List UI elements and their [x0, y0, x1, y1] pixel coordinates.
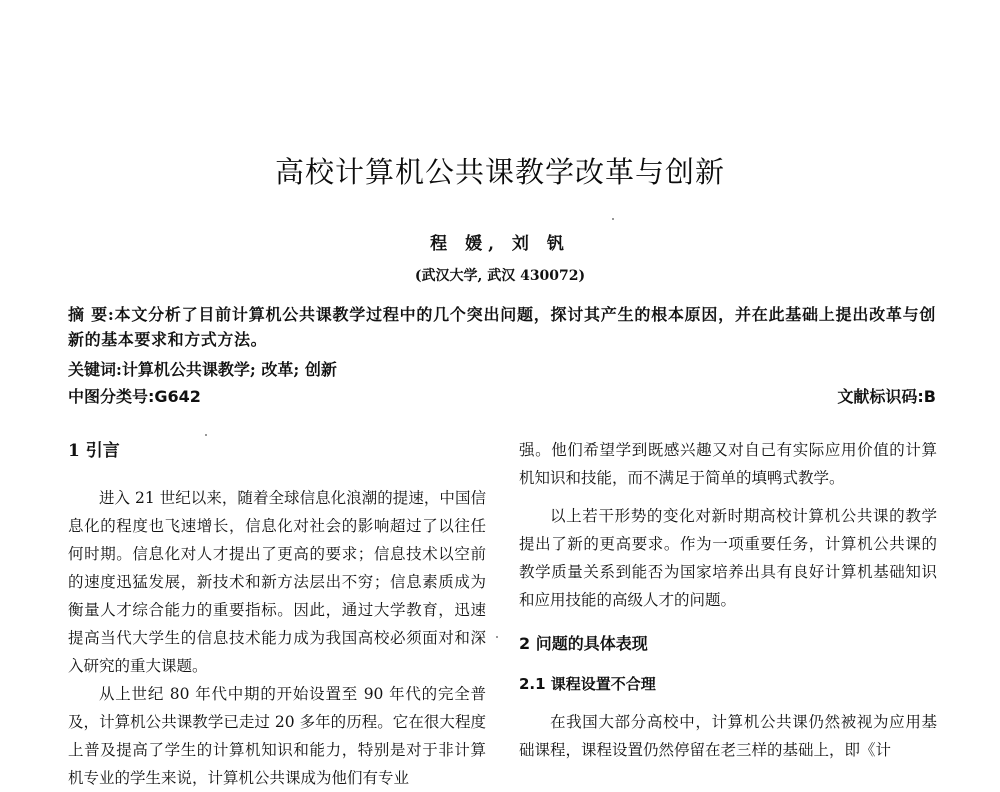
- document-code-value: B: [923, 387, 936, 406]
- paragraph: 强。他们希望学到既感兴趣又对自己有实际应用价值的计算机知识和技能，而不满足于简单的填鸭式教学。: [519, 441, 937, 487]
- paper-affiliation: (武汉大学, 武汉 430072): [414, 268, 586, 284]
- classification-label: 中图分类号:: [68, 387, 155, 406]
- scan-speck: [496, 636, 498, 638]
- abstract-block: [68, 302, 936, 352]
- abstract-label: 摘 要:: [68, 305, 115, 324]
- paragraph: 在我国大部分高校中，计算机公共课仍然被视为应用基础课程，课程设置仍然停留在老三样的基础上，即《计: [519, 713, 937, 759]
- paragraph: 以上若干形势的变化对新时期高校计算机公共课的教学提出了新的更高要求。作为一项重要任务，计算机公共课的教学质量关系到能否为国家培养出具有良好计算机基础知识和应用技能的高级人才的问题。: [519, 507, 937, 609]
- scan-speck: [612, 218, 614, 220]
- right-column: [519, 436, 937, 774]
- paper-title: 高校计算机公共课教学改革与创新: [274, 155, 725, 189]
- keywords-text: 计算机公共课教学; 改革; 创新: [121, 360, 337, 379]
- classification-row: [68, 384, 936, 409]
- subsection-heading-curriculum: 2.1 课程设置不合理: [519, 675, 656, 693]
- section-heading-problems: 2 问题的具体表现: [519, 634, 648, 653]
- keywords-label: 关键词:: [68, 360, 122, 379]
- left-column: [68, 436, 486, 792]
- paper-authors: 程 媛, 刘 钒: [430, 234, 570, 254]
- paragraph: 进入 21 世纪以来，随着全球信息化浪潮的提速，中国信息化的程度也飞速增长，信息化对社会的影响超过了以往任何时期。信息化对人才提出了更高的要求；信息技术以空前的速度迅猛发展，新技术和新方法层出不穷；信息素质成为衡量人才综合能力的重要指标。因此，通过大学教育，迅速提高当代大学生的信息技术能力成为我国高校必须面对和深入研究的重大课题。: [68, 489, 486, 675]
- abstract-text: 本文分析了目前计算机公共课教学过程中的几个突出问题，探讨其产生的根本原因，并在此基础上提出改革与创新的基本要求和方式方法。: [68, 305, 936, 349]
- classification-value: G642: [154, 387, 201, 406]
- section-heading-intro: 1 引言: [68, 441, 120, 461]
- paragraph: 从上世纪 80 年代中期的开始设置至 90 年代的完全普及，计算机公共课教学已走过 20 多年的历程。它在很大程度上普及提高了学生的计算机知识和能力，特别是对于非计算机专业的学生来说，计算机公共课成为他们有专业: [68, 685, 486, 787]
- document-code-label: 文献标识码:: [837, 387, 924, 406]
- keywords-block: [68, 357, 936, 382]
- document-code: [837, 384, 936, 409]
- scan-speck: [205, 434, 207, 436]
